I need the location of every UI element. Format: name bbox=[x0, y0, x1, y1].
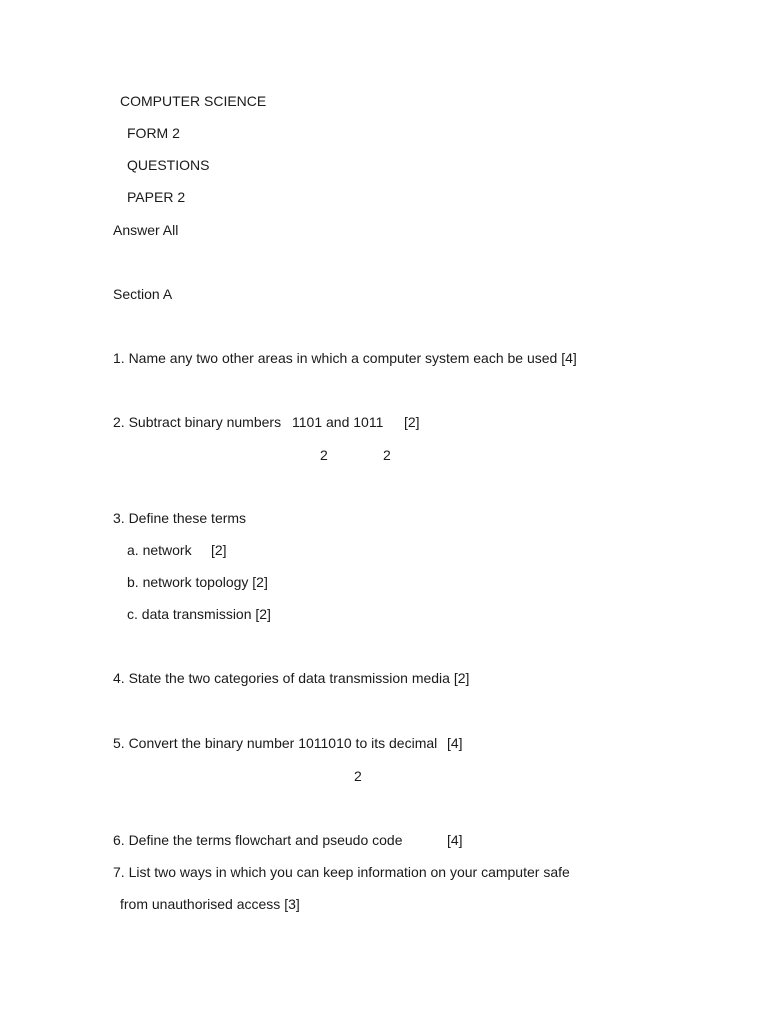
instruction: Answer All bbox=[113, 222, 179, 238]
question-6-text: 6. Define the terms flowchart and pseudo code bbox=[113, 832, 403, 848]
form-heading: FORM 2 bbox=[127, 125, 180, 141]
question-3a: a. network bbox=[127, 542, 192, 558]
question-5-marks: [4] bbox=[447, 735, 463, 751]
question-2-text: 2. Subtract binary numbers bbox=[113, 414, 282, 430]
question-7-line-1: 7. List two ways in which you can keep information on your camputer safe bbox=[113, 864, 570, 880]
question-5-text: 5. Convert the binary number 1011010 to its decimal bbox=[113, 735, 438, 751]
question-6-marks: [4] bbox=[447, 832, 463, 848]
question-4: 4. State the two categories of data transmission media [2] bbox=[113, 670, 470, 686]
question-5-base: 2 bbox=[354, 768, 362, 784]
question-2-base-a: 2 bbox=[320, 447, 328, 463]
section-title: Section A bbox=[113, 286, 173, 302]
question-2-operands: 1101 and 1011 bbox=[292, 414, 384, 430]
question-3a-marks: [2] bbox=[211, 542, 227, 558]
question-3c: c. data transmission [2] bbox=[127, 606, 271, 622]
paper-heading: PAPER 2 bbox=[127, 189, 186, 205]
question-3b: b. network topology [2] bbox=[127, 574, 268, 590]
question-2-marks: [2] bbox=[404, 414, 420, 430]
subject-heading: COMPUTER SCIENCE bbox=[120, 93, 267, 109]
question-2-base-b: 2 bbox=[383, 447, 391, 463]
question-3-text: 3. Define these terms bbox=[113, 510, 247, 526]
question-7-line-2: from unauthorised access [3] bbox=[120, 896, 300, 912]
question-1: 1. Name any two other areas in which a computer system each be used [4] bbox=[113, 350, 577, 366]
questions-heading: QUESTIONS bbox=[127, 157, 210, 173]
